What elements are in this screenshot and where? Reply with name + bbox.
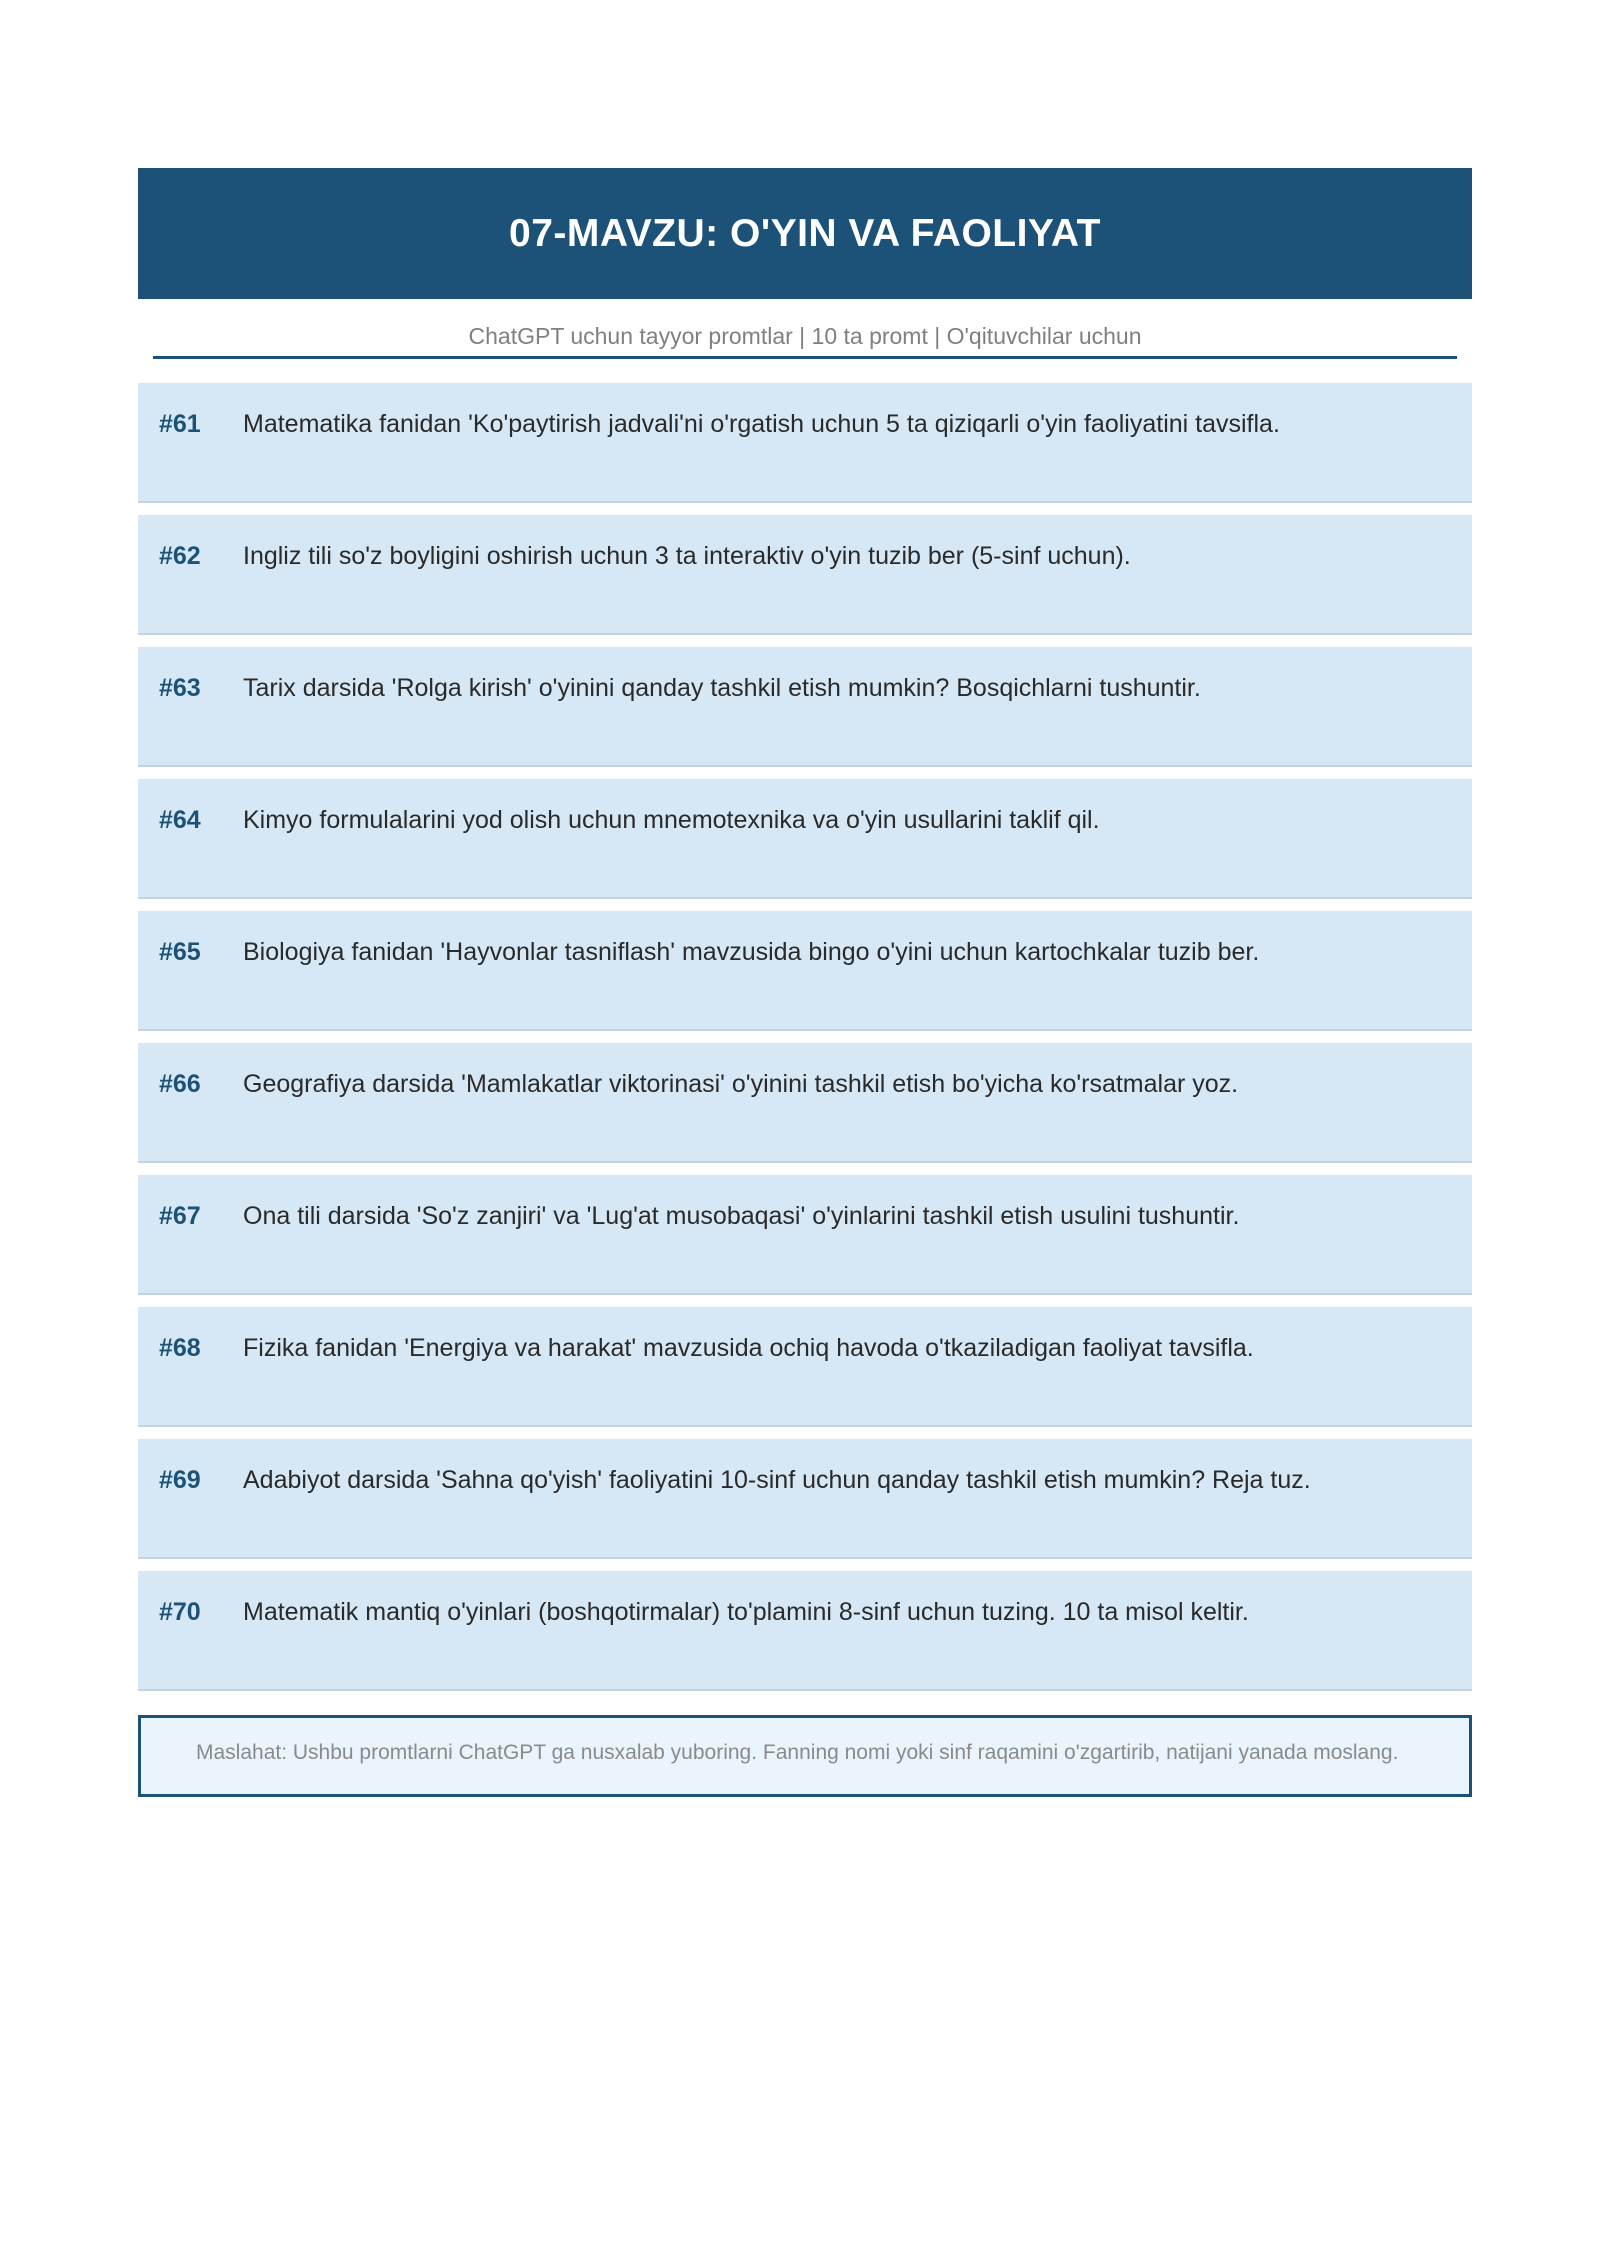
prompt-text: Ingliz tili so'z boyligini oshirish uchun 3 ta interaktiv o'yin tuzib ber (5-sinf uchun). [243,542,1131,570]
prompt-number: #64 [159,806,201,834]
prompt-number: #66 [159,1070,201,1098]
prompt-text: Geografiya darsida 'Mamlakatlar viktorinasi' o'yinini tashkil etish bo'yicha ko'rsatmalar yoz. [243,1070,1239,1098]
title-banner [138,168,1472,299]
prompt-row [138,383,1472,503]
prompt-row [138,779,1472,899]
prompt-row [138,1175,1472,1295]
prompt-text: Matematika fanidan 'Ko'paytirish jadvali'ni o'rgatish uchun 5 ta qiziqarli o'yin faoliyatini tavsifla. [243,410,1280,438]
prompt-number: #69 [159,1466,201,1494]
prompt-row [138,1307,1472,1427]
prompt-text: Biologiya fanidan 'Hayvonlar tasniflash' mavzusida bingo o'yini uchun kartochkalar tuzib ber. [243,938,1260,966]
prompt-list [138,383,1472,1691]
tip-box [138,1715,1472,1797]
prompt-row [138,911,1472,1031]
prompt-number: #62 [159,542,201,570]
prompt-row [138,1439,1472,1559]
prompt-number: #61 [159,410,201,438]
prompt-row [138,1571,1472,1691]
prompt-text: Adabiyot darsida 'Sahna qo'yish' faoliyatini 10-sinf uchun qanday tashkil etish mumkin? Reja tuz. [243,1466,1311,1494]
prompt-text: Matematik mantiq o'yinlari (boshqotirmalar) to'plamini 8-sinf uchun tuzing. 10 ta misol keltir. [243,1598,1249,1626]
page-subtitle: ChatGPT uchun tayyor promtlar | 10 ta promt | O'qituvchilar uchun [153,323,1457,359]
prompt-text: Kimyo formulalarini yod olish uchun mnemotexnika va o'yin usullarini taklif qil. [243,806,1100,834]
document-page [138,168,1472,1797]
prompt-number: #63 [159,674,201,702]
tip-text: Maslahat: Ushbu promtlarni ChatGPT ga nusxalab yuboring. Fanning nomi yoki sinf raqamini o'zgartirib, natijani yanada moslang. [196,1741,1399,1764]
prompt-row [138,1043,1472,1163]
prompt-text: Tarix darsida 'Rolga kirish' o'yinini qanday tashkil etish mumkin? Bosqichlarni tushuntir. [243,674,1201,702]
prompt-number: #67 [159,1202,201,1230]
prompt-number: #70 [159,1598,201,1626]
prompt-text: Ona tili darsida 'So'z zanjiri' va 'Lug'at musobaqasi' o'yinlarini tashkil etish usulini tushuntir. [243,1202,1240,1230]
prompt-row [138,647,1472,767]
page-title: 07-MAVZU: O'YIN VA FAOLIYAT [509,211,1101,255]
prompt-row [138,515,1472,635]
prompt-number: #68 [159,1334,201,1362]
prompt-text: Fizika fanidan 'Energiya va harakat' mavzusida ochiq havoda o'tkaziladigan faoliyat tavsifla. [243,1334,1254,1362]
prompt-number: #65 [159,938,201,966]
